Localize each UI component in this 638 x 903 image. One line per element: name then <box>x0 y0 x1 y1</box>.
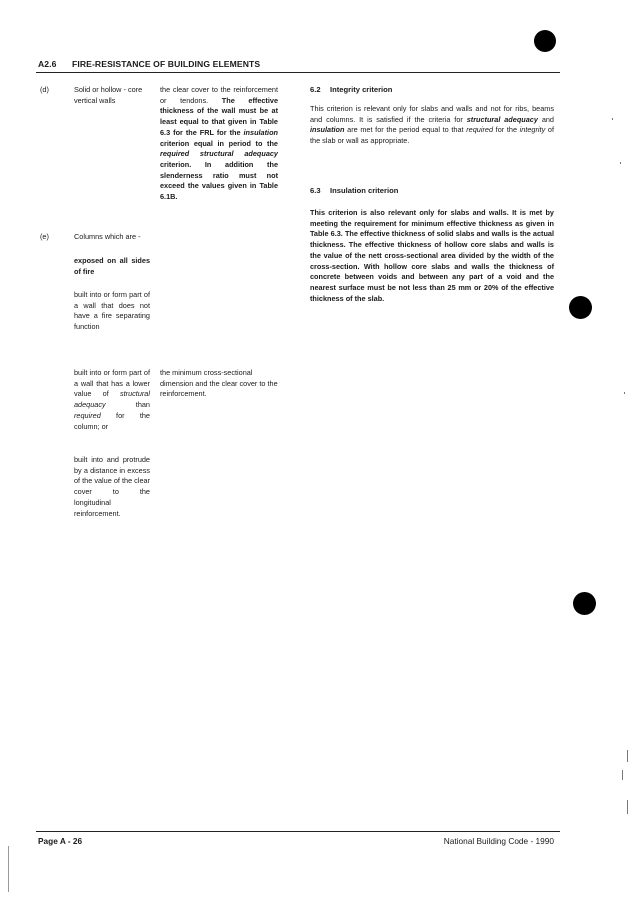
page-header <box>38 59 558 69</box>
section-6-3-title: Insulation criterion <box>330 186 399 195</box>
item-e-sub2: built into or form part of a wall that does not have a fire separating function <box>74 290 150 332</box>
item-d-cover-bold1: The effective thickness of the wall must be at least equal to that given in Table 6.3 for the FRL for the <box>160 95 279 137</box>
item-e-sub4: built into and protrude by a distance in excess of the value of the clear cover to the longitudinal reinforcement. <box>74 455 150 518</box>
scan-speck <box>624 392 625 394</box>
item-e-sub3-italic2: required <box>74 410 101 420</box>
footer-rule <box>36 831 560 832</box>
section-6-2-italic: insulation <box>310 125 345 135</box>
section-6-2-title: Integrity criterion <box>330 85 393 94</box>
binding-hole-bottom <box>573 592 596 615</box>
scan-speck <box>627 800 628 814</box>
section-6-3-number: 6.3 <box>310 186 321 195</box>
item-d-cover-plain: the clear cover to the reinforcement or tendons. <box>160 85 278 105</box>
binding-hole-top <box>534 30 556 52</box>
binding-hole-middle <box>569 296 592 319</box>
item-e-sub3-italic1: structural adequacy <box>74 389 150 410</box>
section-6-2-text: of the slab or wall as appropriate. <box>310 125 554 146</box>
scan-speck <box>627 750 628 762</box>
scan-speck <box>612 118 613 120</box>
item-d-label: Solid or hollow - core vertical walls <box>74 85 143 105</box>
section-6-2-italic: required <box>466 125 494 135</box>
item-d-cover-italic2: required structural adequacy <box>160 149 278 159</box>
item-e-letter: (e) <box>40 232 49 241</box>
section-6-2-heading <box>310 85 392 94</box>
item-d-cover-italic1: insulation <box>243 127 278 137</box>
section-6-2-italic: structural adequacy <box>466 114 538 124</box>
item-d-cover-bold2: criterion equal in period to the <box>160 138 278 148</box>
item-d-cover-bold3: criterion. In addition the slenderness ratio must not exceed the values given in Table 6.1B. <box>160 159 278 202</box>
section-6-2-text: This criterion is relevant only for slabs and walls and not for ribs, beams and columns. It is satisfied if the criteria for <box>310 104 554 124</box>
scan-speck <box>622 770 623 780</box>
section-6-2-italic: integrity <box>519 125 546 135</box>
section-6-2-body <box>310 104 554 147</box>
item-e-sub3-c: for the column; or <box>74 410 150 431</box>
item-d-cover-text <box>160 85 278 203</box>
section-6-2-text: for the <box>493 125 520 135</box>
item-e-sub3-b: than <box>105 400 150 410</box>
item-e-sub3 <box>74 368 150 432</box>
item-e-sub3-requirement: the minimum cross-sectional dimension and the clear cover to the reinforcement. <box>160 368 278 399</box>
item-e-sub3-a: built into or form part of a wall that has a lower value of <box>74 368 150 399</box>
header-rule <box>36 72 560 73</box>
scan-edge <box>8 846 9 892</box>
section-6-2-text: are met for the period equal to that <box>344 125 467 135</box>
item-e-sub1: exposed on all sides of fire <box>74 256 150 276</box>
footer-publication: National Building Code - 1990 <box>443 836 554 846</box>
footer-page-number: Page A - 26 <box>38 836 83 846</box>
section-6-3-heading <box>310 186 398 195</box>
section-6-2-text: and <box>537 114 554 124</box>
scan-speck <box>620 162 621 164</box>
item-e-label: Columns which are - <box>74 232 141 241</box>
header-number: A2.6 <box>38 59 57 69</box>
section-6-3-body: This criterion is also relevant only for slabs and walls. It is met by meeting the requirement for minimum effective thickness as given in Table 6.3. The effective thickness of solid slabs and walls is the actual thickness. The effective thickness of hollow core slabs and walls is the value of the nett cross-sectional area divided by the width of the cross-section. With hollow core slabs and walls the thickness of concrete between voids and between any part of a void and the nearest surface must be not less than 25 mm or 20% of the effective thickness of the slab. <box>310 208 554 303</box>
item-d-letter: (d) <box>40 85 49 94</box>
section-6-2-number: 6.2 <box>310 85 321 94</box>
header-title: FIRE-RESISTANCE OF BUILDING ELEMENTS <box>72 59 261 69</box>
